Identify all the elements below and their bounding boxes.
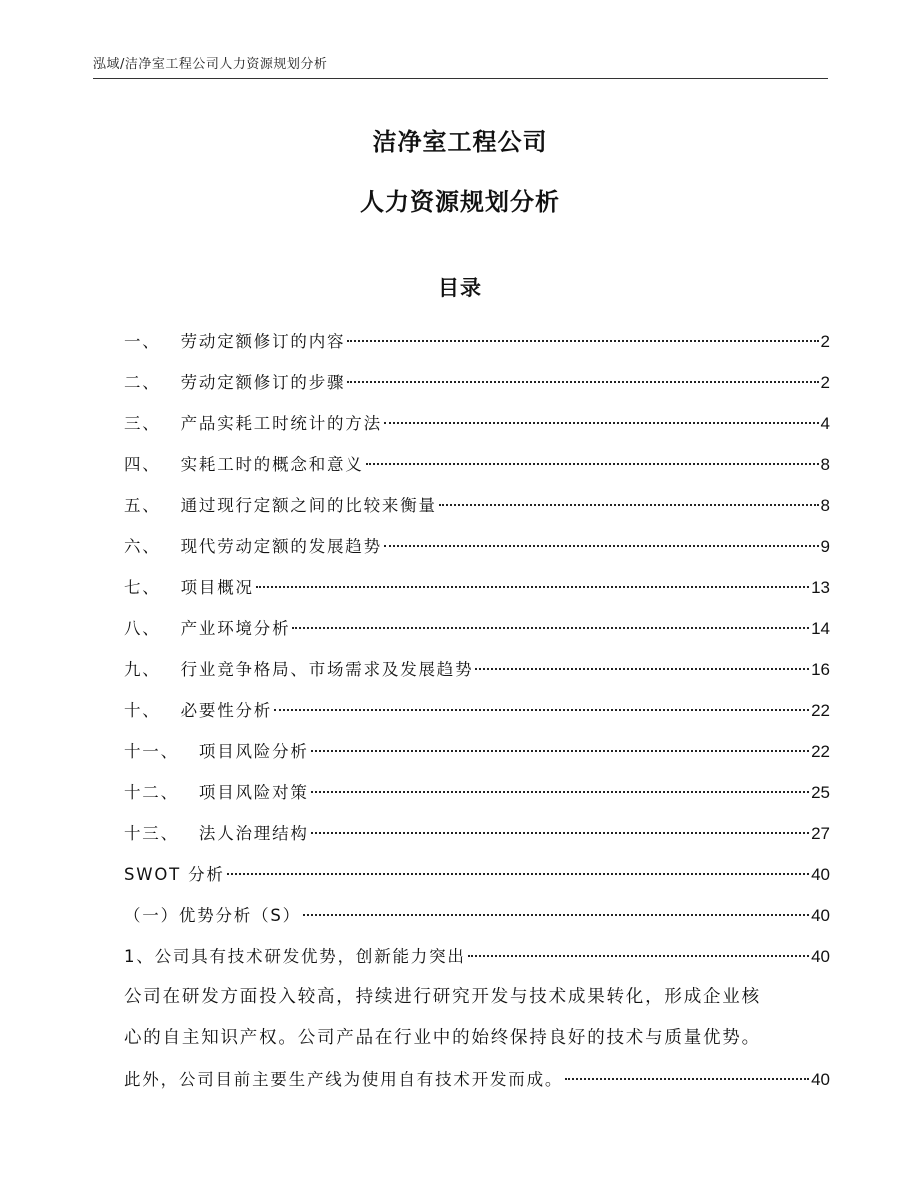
toc-entry-title: 法人治理结构 [198, 824, 309, 843]
toc-leader-dots [311, 832, 809, 834]
toc-leader-dots [347, 381, 818, 383]
toc-page-number: 2 [820, 332, 830, 351]
toc-entry-title: （一）优势分析（S） [124, 906, 301, 925]
toc-entry-number: 二、 [124, 373, 161, 392]
toc-entry[interactable] [124, 403, 830, 444]
header-rule [93, 78, 828, 79]
toc-entry-number: 十一、 [124, 742, 179, 761]
toc-entry-number: 十三、 [124, 824, 179, 843]
toc-paragraph-line: 心的自主知识产权。公司产品在行业中的始终保持良好的技术与质量优势。 [124, 1028, 761, 1048]
toc-paragraph-line: 公司在研发方面投入较高，持续进行研究开发与技术成果转化，形成企业核 [124, 987, 761, 1007]
toc-entry-label [124, 526, 382, 567]
toc-leader-dots [439, 504, 819, 506]
toc-entry[interactable] [124, 444, 830, 485]
toc-page-number: 40 [811, 947, 830, 966]
toc-page-number: 14 [811, 619, 830, 638]
toc-page-number: 9 [820, 537, 830, 556]
toc-entry-title: 劳动定额修订的内容 [180, 332, 346, 351]
toc-entry-title: 产品实耗工时统计的方法 [180, 414, 382, 433]
toc-paragraph-line: 此外，公司目前主要生产线为使用自有技术开发而成。 [124, 1070, 564, 1089]
toc-leader-dots [384, 422, 819, 424]
toc-entry-number: 五、 [124, 496, 161, 515]
toc-entry-number: 四、 [124, 455, 161, 474]
toc-entry-number: 七、 [124, 578, 161, 597]
table-of-contents [124, 321, 830, 1100]
toc-entry[interactable] [124, 1059, 830, 1100]
toc-entry-label [124, 649, 473, 690]
toc-page-number: 13 [811, 578, 830, 597]
toc-entry[interactable] [124, 895, 830, 936]
toc-leader-dots [227, 873, 809, 875]
toc-entry[interactable] [124, 526, 830, 567]
toc-entry-label [124, 567, 254, 608]
toc-leader-dots [256, 586, 809, 588]
toc-entry-number: 九、 [124, 660, 161, 679]
toc-entry-title: 必要性分析 [180, 701, 273, 720]
toc-entry[interactable] [124, 936, 830, 977]
toc-leader-dots [475, 668, 809, 670]
toc-leader-dots [303, 914, 809, 916]
toc-entry-label [124, 321, 345, 362]
document-title: 洁净室工程公司 [372, 128, 548, 156]
toc-entry[interactable] [124, 649, 830, 690]
toc-entry-title: 产业环境分析 [180, 619, 291, 638]
toc-leader-dots [292, 627, 809, 629]
toc-page-number: 27 [811, 824, 830, 843]
toc-entry-number: 一、 [124, 332, 161, 351]
toc-heading: 目录 [438, 276, 482, 300]
toc-leader-dots [384, 545, 819, 547]
toc-leader-dots [366, 463, 819, 465]
toc-leader-dots [468, 955, 809, 957]
toc-leader-dots [311, 750, 809, 752]
toc-entry[interactable] [124, 731, 830, 772]
toc-entry[interactable] [124, 608, 830, 649]
toc-page-number: 8 [820, 455, 830, 474]
toc-entry-label [124, 485, 437, 526]
toc-entry-title: SWOT 分析 [124, 865, 225, 884]
toc-page-number: 22 [811, 701, 830, 720]
toc-entry-title: 项目风险分析 [198, 742, 309, 761]
toc-leader-dots [347, 340, 818, 342]
toc-page-number: 40 [811, 906, 830, 925]
toc-entry[interactable] [124, 690, 830, 731]
toc-leader-dots [565, 1078, 809, 1080]
toc-page-number: 40 [811, 1070, 830, 1089]
toc-entry[interactable] [124, 362, 830, 403]
toc-entry-label [124, 813, 309, 854]
toc-entry-label [124, 772, 309, 813]
toc-entry-number: 八、 [124, 619, 161, 638]
toc-entry-label [124, 690, 272, 731]
toc-entry[interactable] [124, 772, 830, 813]
toc-entry-label [124, 608, 290, 649]
toc-entry-title: 项目风险对策 [198, 783, 309, 802]
toc-entry[interactable] [124, 854, 830, 895]
toc-page-number: 8 [820, 496, 830, 515]
toc-entry-title: 现代劳动定额的发展趋势 [180, 537, 382, 556]
toc-entry-number: 三、 [124, 414, 161, 433]
toc-entry[interactable] [124, 485, 830, 526]
toc-entry[interactable] [124, 813, 830, 854]
toc-leader-dots [311, 791, 809, 793]
toc-entry-number: 十二、 [124, 783, 179, 802]
toc-entry[interactable] [124, 321, 830, 362]
toc-page-number: 16 [811, 660, 830, 679]
toc-entry-number: 六、 [124, 537, 161, 556]
toc-entry-title: 行业竞争格局、市场需求及发展趋势 [180, 660, 474, 679]
document-subtitle: 人力资源规划分析 [360, 188, 560, 216]
running-header: 泓域/洁净室工程公司人力资源规划分析 [93, 57, 328, 72]
toc-page-number: 25 [811, 783, 830, 802]
toc-page-number: 40 [811, 865, 830, 884]
toc-entry-label [124, 444, 364, 485]
toc-entry-title: 劳动定额修订的步骤 [180, 373, 346, 392]
toc-page-number: 2 [820, 373, 830, 392]
toc-entry-title: 实耗工时的概念和意义 [180, 455, 364, 474]
toc-entry-title: 项目概况 [180, 578, 254, 597]
toc-entry-title: 1、公司具有技术研发优势，创新能力突出 [124, 947, 466, 966]
toc-page-number: 22 [811, 742, 830, 761]
toc-page-number: 4 [820, 414, 830, 433]
toc-entry-number: 十、 [124, 701, 161, 720]
toc-entry[interactable] [124, 567, 830, 608]
toc-leader-dots [274, 709, 809, 711]
toc-entry-title: 通过现行定额之间的比较来衡量 [180, 496, 437, 515]
toc-entry-label [124, 403, 382, 444]
toc-entry-label [124, 362, 345, 403]
toc-entry-label [124, 731, 309, 772]
